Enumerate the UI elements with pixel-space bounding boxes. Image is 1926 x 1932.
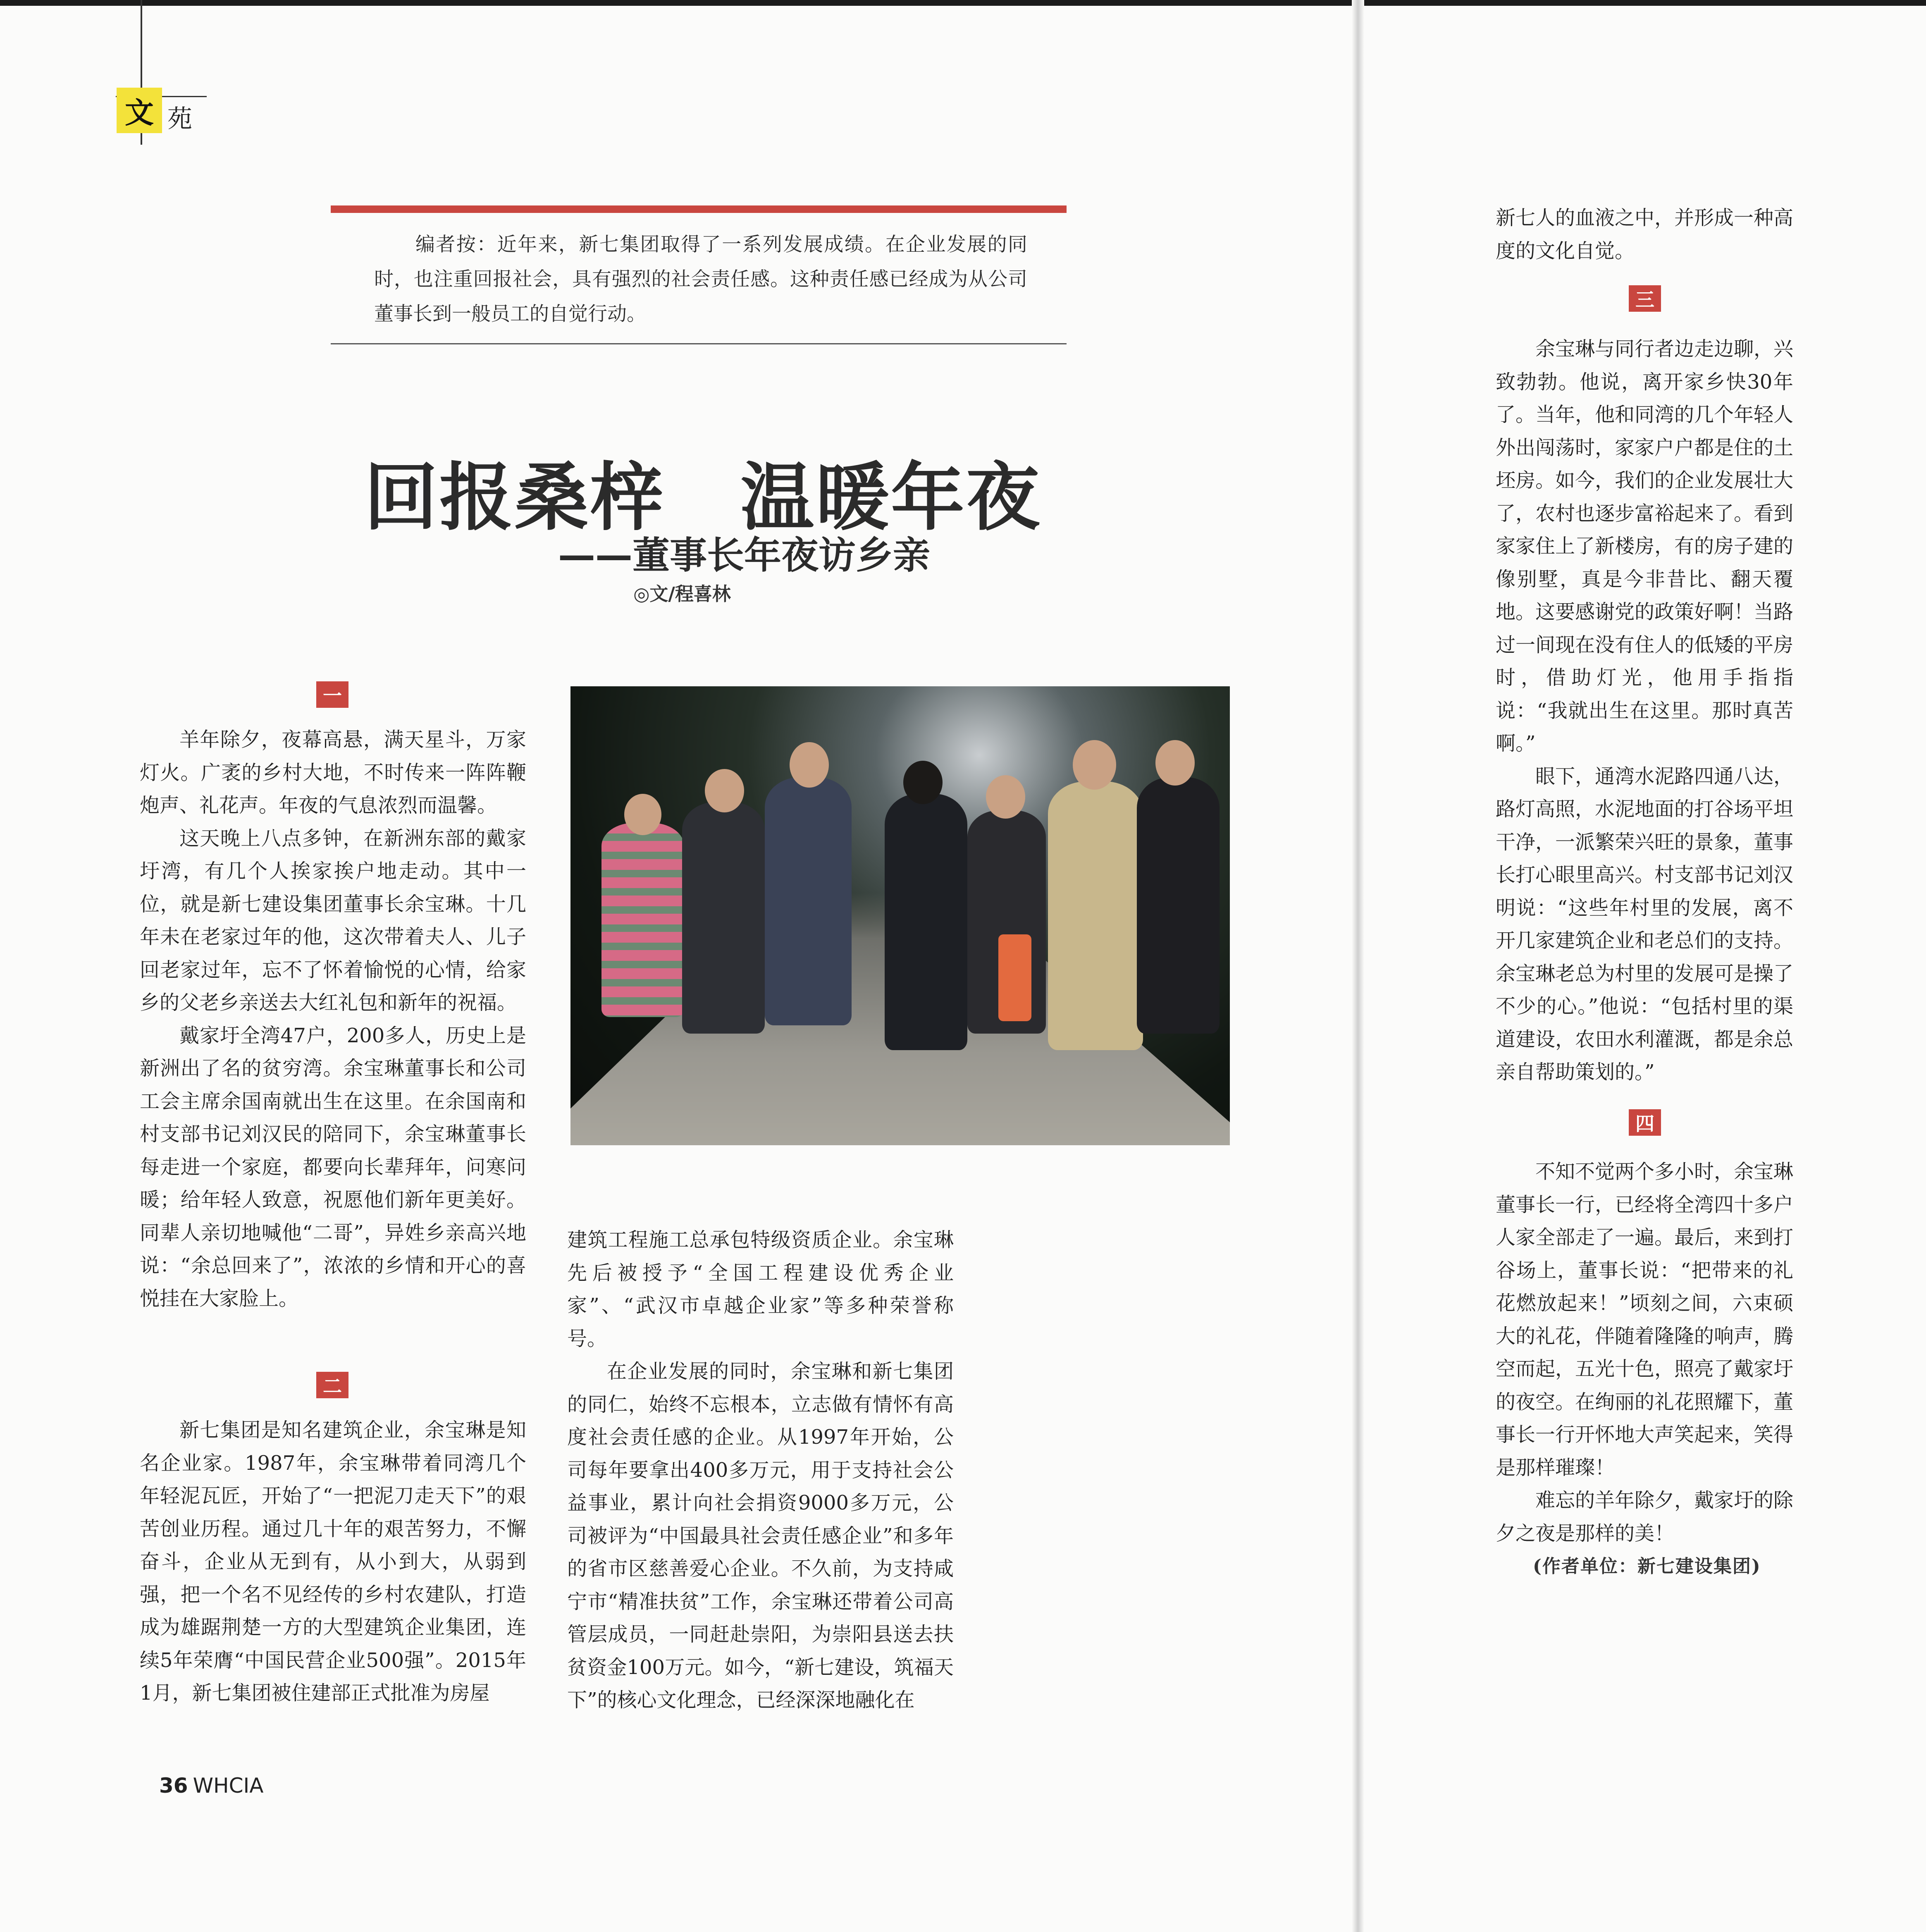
photo-red-bag: [998, 934, 1031, 1021]
photo-person: [682, 802, 765, 1034]
photo-person-head: [705, 769, 744, 812]
photo-person-head: [986, 775, 1025, 819]
article-title: 回报桑梓 温暖年夜: [364, 454, 1041, 540]
photo-person: [885, 794, 967, 1050]
editor-note-top-rule: [331, 205, 1067, 213]
section-number-one: 一: [316, 681, 348, 708]
page-number: 36: [159, 1774, 188, 1798]
article-subtitle: ——董事长年夜访乡亲: [558, 534, 930, 577]
column-2: [567, 1224, 954, 1717]
column-3-part-c: [1496, 1156, 1793, 1583]
editor-note-bottom-rule: [331, 343, 1067, 344]
photo-person: [1137, 777, 1220, 1034]
column-1-part-a: [140, 724, 526, 1315]
paragraph: 新七人的血液之中，并形成一种高度的文化自觉。: [1496, 206, 1794, 263]
photo-person-head: [903, 761, 943, 804]
photo-person: [601, 823, 684, 1017]
paragraph: 余宝琳与同行者边走边聊，兴致勃勃。他说，离开家乡快30年了。当年，他和同湾的几个年轻人外出闯荡时，家家户户都是住的土坯房。如今，我们的企业发展壮大了，农村也逐步富裕起来了。看到家家住上了新楼房，有的房子建的像别墅，真是今非昔比、翻天覆地。这要感谢党的政策好啊！当路过一间现在没有住人的低矮的平房时，借助灯光，他用手指指说：“我就出生在这里。那时真苦啊。”: [1496, 337, 1794, 755]
article-byline: ◎文/程喜林: [633, 583, 731, 605]
column-1-part-b: [140, 1414, 526, 1710]
magazine-name: WHCIA: [193, 1774, 264, 1798]
section-number-three: 三: [1629, 285, 1661, 312]
section-number-four: 四: [1629, 1109, 1661, 1136]
paragraph: 不知不觉两个多小时，余宝琳董事长一行，已经将全湾四十多户人家全部走了一遍。最后，来到打谷场上，董事长说：“把带来的礼花燃放起来！”顷刻之间，六束硕大的礼花，伴随着隆隆的响声，腾空而起，五光十色，照亮了戴家圩的夜空。在绚丽的礼花照耀下，董事长一行开怀地大声笑起来，笑得是那样璀璨！: [1496, 1160, 1794, 1479]
section-label: 苑: [167, 105, 192, 134]
top-border: [0, 0, 1926, 6]
paragraph: 羊年除夕，夜幕高悬，满天星斗，万家灯火。广袤的乡村大地，不时传来一阵阵鞭炮声、礼花声。年夜的气息浓烈而温馨。: [140, 728, 526, 817]
photo-person-head: [790, 742, 829, 788]
page-footer: [159, 1774, 264, 1798]
article-photo: [570, 686, 1230, 1145]
column-3-part-a: [1496, 202, 1793, 267]
paragraph: 新七集团是知名建筑企业，余宝琳是知名企业家。1987年，余宝琳带着同湾几个年轻泥瓦匠，开始了“一把泥刀走天下”的艰苦创业历程。通过几十年的艰苦努力，不懈奋斗，企业从无到有，从小到大，从弱到强，把一个名不见经传的乡村农建队，打造成为雄踞荆楚一方的大型建筑企业集团，连续5年荣膺“中国民营企业500强”。2015年1月，新七集团被住建部正式批准为房屋: [140, 1419, 526, 1705]
photo-person: [1048, 781, 1143, 1050]
photo-person-head: [1155, 740, 1195, 786]
column-3-part-b: [1496, 333, 1793, 1089]
paragraph: 建筑工程施工总承包特级资质企业。余宝琳先后被授予“全国工程建设优秀企业家”、“武汉市卓越企业家”等多种荣誉称号。: [567, 1228, 954, 1350]
photo-person-head: [624, 794, 661, 835]
paragraph: 这天晚上八点多钟，在新洲东部的戴家圩湾，有几个人挨家挨户地走动。其中一位，就是新七建设集团董事长余宝琳。十几年未在老家过年的他，这次带着夫人、儿子回老家过年，忘不了怀着愉悦的心情，给家乡的父老乡亲送去大红礼包和新年的祝福。: [140, 826, 526, 1014]
photo-person: [765, 777, 852, 1025]
paragraph: 眼下，通湾水泥路四通八达，路灯高照，水泥地面的打谷场平坦干净，一派繁荣兴旺的景象，董事长打心眼里高兴。村支部书记刘汉明说：“这些年村里的发展，离不开几家建筑企业和老总们的支持。余宝琳老总为村里的发展可是操了不少的心。”他说：“包括村里的渠道建设，农田水利灌溉，都是余总亲自帮助策划的。”: [1496, 764, 1794, 1084]
author-affiliation: (作者单位：新七建设集团): [1533, 1556, 1761, 1577]
section-number-two: 二: [316, 1372, 348, 1398]
page-gutter: [1352, 0, 1364, 1932]
editor-note: 编者按：近年来，新七集团取得了一系列发展成绩。在企业发展的同时，也注重回报社会，具有强烈的社会责任感。这种责任感已经成为从公司董事长到一般员工的自觉行动。: [374, 233, 1027, 325]
paragraph: 难忘的羊年除夕，戴家圩的除夕之夜是那样的美！: [1496, 1489, 1794, 1545]
paragraph: 在企业发展的同时，余宝琳和新七集团的同仁，始终不忘根本，立志做有情怀有高度社会责任感的企业。从1997年开始，公司每年要拿出400多万元，用于支持社会公益事业，累计向社会捐资9000多万元，公司被评为“中国最具社会责任感企业”和多年的省市区慈善爱心企业。不久前，为支持咸宁市“精准扶贫”工作，余宝琳还带着公司高管层成员，一同赶赴崇阳，为崇阳县送去扶贫资金100万元。如今，“新七建设，筑福天下”的核心文化理念，已经深深地融化在: [567, 1360, 954, 1712]
paragraph: 戴家圩全湾47户，200多人，历史上是新洲出了名的贫穷湾。余宝琳董事长和公司工会主席余国南就出生在这里。在余国南和村支部书记刘汉民的陪同下，余宝琳董事长每走进一个家庭，都要向长辈拜年，问寒问暖；给年轻人致意，祝愿他们新年更美好。同辈人亲切地喊他“二哥”，异姓乡亲高兴地说：“余总回来了”，浓浓的乡情和开心的喜悦挂在大家脸上。: [140, 1024, 526, 1310]
section-label-highlight: 文: [117, 88, 162, 133]
photo-person-head: [1073, 740, 1116, 790]
